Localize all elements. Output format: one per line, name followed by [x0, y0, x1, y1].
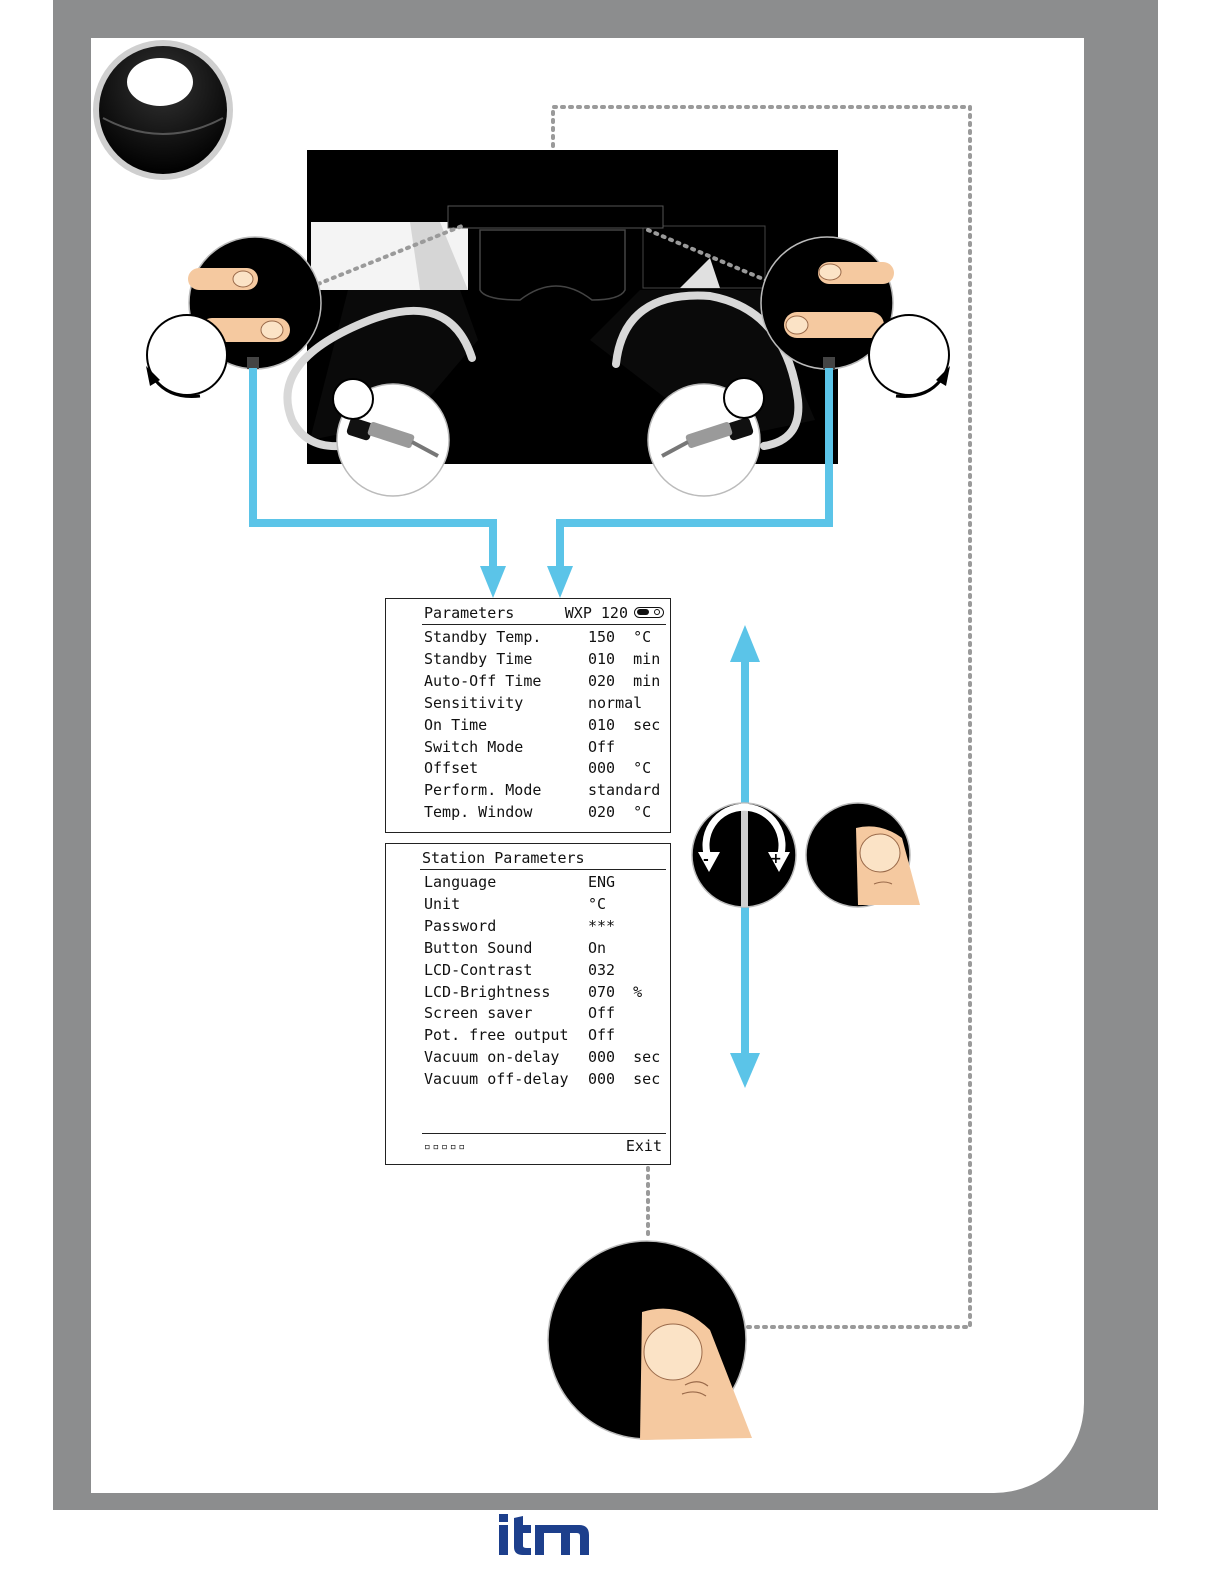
parameters-title: Parameters: [424, 604, 515, 622]
parameter-row[interactable]: [424, 650, 666, 672]
knob-minus-label: -: [703, 852, 709, 868]
parameter-value: °C: [588, 894, 607, 913]
itm-logo: [499, 1512, 591, 1558]
station-title: Station Parameters: [422, 849, 585, 867]
parameter-row[interactable]: [424, 1070, 666, 1092]
parameter-label: Perform. Mode: [424, 781, 542, 800]
parameter-label: Standby Time: [424, 649, 533, 668]
parameter-value: ***: [588, 916, 616, 935]
station-footer: [422, 1133, 666, 1158]
parameter-row[interactable]: [424, 961, 666, 983]
tool-status-icon: [634, 607, 664, 618]
parameter-value: ENG: [588, 873, 616, 891]
parameter-label: Vacuum on-delay: [424, 1048, 560, 1067]
parameter-row[interactable]: [424, 716, 666, 738]
parameter-label: Screen saver: [424, 1004, 533, 1023]
parameter-row[interactable]: [424, 781, 666, 803]
parameter-row[interactable]: [424, 1004, 666, 1026]
parameter-value: Off: [588, 1004, 616, 1023]
parameter-row[interactable]: [424, 983, 666, 1005]
parameter-row[interactable]: [424, 672, 666, 694]
parameter-label: Standby Temp.: [424, 628, 542, 646]
parameters-screen: [385, 598, 671, 833]
parameter-label: Switch Mode: [424, 737, 524, 756]
parameter-value: 010 sec: [588, 715, 661, 734]
parameter-value: 020 °C: [588, 803, 652, 822]
parameter-row[interactable]: [424, 628, 666, 650]
parameter-label: Password: [424, 916, 497, 935]
parameter-label: Sensitivity: [424, 693, 524, 712]
parameter-row[interactable]: [424, 694, 666, 716]
parameter-value: Off: [588, 1026, 616, 1045]
model-name: WXP 120: [564, 604, 628, 622]
parameter-row[interactable]: [424, 873, 666, 895]
parameter-value: standard: [588, 781, 661, 800]
parameter-value: 010 min: [588, 649, 661, 668]
rotary-knob-icon: [692, 803, 796, 907]
exit-press-finger-icon: [548, 1241, 752, 1440]
parameter-label: Button Sound: [424, 938, 533, 957]
parameter-row[interactable]: [424, 759, 666, 781]
parameter-row[interactable]: [424, 803, 666, 825]
parameter-value: 020 min: [588, 671, 661, 690]
page-indicator-dots: ▫▫▫▫▫: [424, 1140, 468, 1153]
parameter-label: On Time: [424, 715, 488, 734]
parameter-row[interactable]: [424, 1026, 666, 1048]
station-header: [420, 847, 666, 870]
parameter-value: 150 °C: [588, 628, 652, 646]
parameter-label: LCD-Brightness: [424, 982, 551, 1001]
exit-button[interactable]: Exit: [625, 1137, 662, 1155]
parameter-label: Temp. Window: [424, 803, 533, 822]
parameter-label: Pot. free output: [424, 1026, 569, 1045]
parameter-row[interactable]: [424, 738, 666, 760]
parameter-row[interactable]: [424, 895, 666, 917]
parameter-value: 070 %: [588, 982, 643, 1001]
parameter-row[interactable]: [424, 1048, 666, 1070]
parameter-label: Auto-Off Time: [424, 671, 542, 690]
parameter-value: 032: [588, 960, 616, 979]
parameter-label: Offset: [424, 759, 479, 778]
section-ball-icon: [93, 40, 233, 180]
parameter-label: Vacuum off-delay: [424, 1070, 569, 1089]
parameter-value: 000 sec: [588, 1070, 661, 1089]
parameter-value: 000 °C: [588, 759, 652, 778]
parameter-value: normal: [588, 693, 643, 712]
parameter-row[interactable]: [424, 939, 666, 961]
parameter-value: Off: [588, 737, 616, 756]
knob-plus-label: +: [770, 851, 782, 867]
parameter-value: 000 sec: [588, 1048, 661, 1067]
station-parameters-screen: [385, 843, 671, 1165]
parameter-label: LCD-Contrast: [424, 960, 533, 979]
parameter-label: Language: [424, 873, 497, 891]
knob-press-finger-icon: [806, 803, 920, 907]
parameters-header: [422, 602, 666, 625]
parameter-row[interactable]: [424, 917, 666, 939]
parameter-label: Unit: [424, 894, 461, 913]
parameter-value: On: [588, 938, 607, 957]
